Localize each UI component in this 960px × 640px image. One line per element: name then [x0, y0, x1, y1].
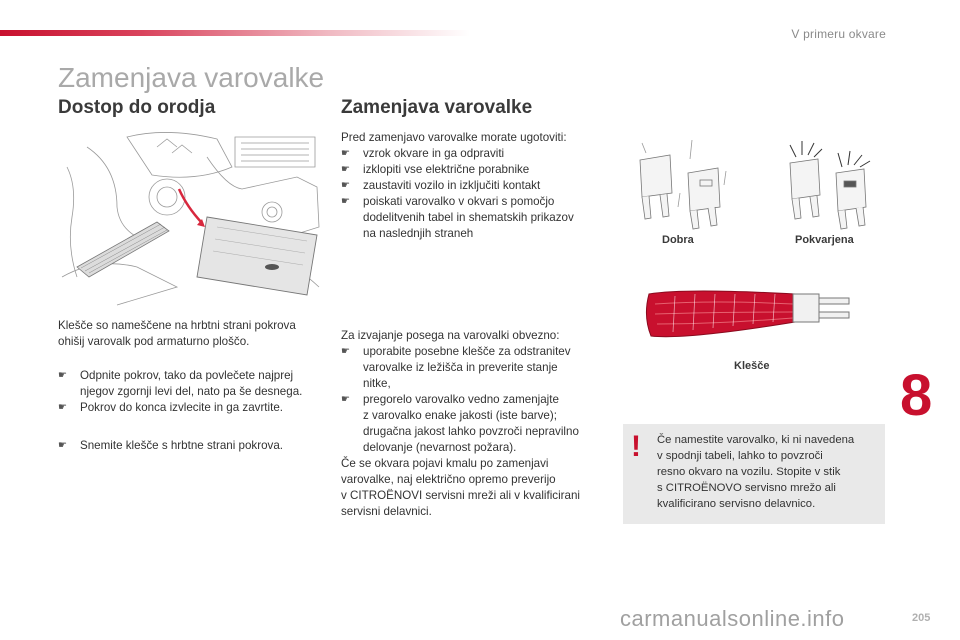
hand-pointer-icon: ☛ [341, 196, 350, 207]
outro-line: Če se okvara pojavi kmalu po zamenjavi [341, 457, 549, 470]
rule-line: nitke, [363, 377, 391, 390]
hand-pointer-icon: ☛ [341, 148, 350, 159]
left-steps-list-2 [58, 438, 328, 454]
warning-line: Če namestite varovalko, ki ni navedena [657, 434, 855, 446]
check-line: izklopiti vse električne porabnike [363, 163, 530, 176]
blown-fuse-illustration [782, 135, 882, 230]
pliers-caption: Klešče [734, 360, 770, 372]
pliers-illustration [645, 280, 855, 348]
exclamation-icon: ! [631, 430, 641, 463]
left-intro [58, 318, 320, 350]
step-line: Odpnite pokrov, tako da povlečete najprej [80, 369, 294, 382]
hand-pointer-icon: ☛ [58, 402, 67, 413]
hand-pointer-icon: ☛ [341, 180, 350, 191]
list-item [341, 162, 611, 178]
right-heading: Zamenjava varovalke [341, 97, 533, 118]
list-item [341, 344, 611, 392]
check-line: zaustaviti vozilo in izključiti kontakt [363, 179, 541, 192]
list-item [341, 146, 611, 162]
section-title: V primeru okvare [791, 27, 886, 41]
check-line: poiskati varovalko v okvari s pomočjo [363, 195, 555, 208]
watermark[interactable]: carmanualsonline.info [620, 606, 845, 631]
blown-fuse-caption: Pokvarjena [795, 234, 854, 246]
rule-line: delovanje (nevarnost požara). [363, 441, 517, 454]
header-accent-bar [0, 30, 470, 36]
chapter-number: 8 [900, 363, 933, 428]
hand-pointer-icon: ☛ [58, 370, 67, 381]
right-intro: Pred zamenjavo varovalke morate ugotoviti: [341, 131, 567, 144]
page-number: 205 [912, 612, 931, 624]
list-item [341, 194, 611, 242]
rule-line: uporabite posebne klešče za odstranitev [363, 345, 571, 358]
right-checks-list [341, 146, 611, 242]
hand-pointer-icon: ☛ [341, 394, 350, 405]
left-intro-line-1: Klešče so nameščene na hrbtni strani pokrova [58, 319, 296, 332]
check-line: vzrok okvare in ga odpraviti [363, 147, 505, 160]
page-title: Zamenjava varovalke [58, 62, 325, 93]
warning-line: kvalificirano servisno delavnico. [657, 498, 816, 510]
step-line: Snemite klešče s hrbtne strani pokrova. [80, 439, 283, 452]
right-outro [341, 456, 621, 520]
list-item [58, 368, 328, 400]
left-intro-line-2: ohišij varovalk pod armaturno ploščo. [58, 335, 250, 348]
step-line: Pokrov do konca izvlecite in ga zavrtite. [80, 401, 283, 414]
check-line: dodelitvenih tabel in shematskih prikazov [363, 211, 574, 224]
hand-pointer-icon: ☛ [341, 346, 350, 357]
warning-text [657, 432, 881, 512]
left-steps-list [58, 368, 328, 416]
rule-line: varovalke iz ležišča in preverite stanje [363, 361, 558, 374]
warning-line: v spodnji tabeli, lahko to povzroči [657, 450, 823, 462]
list-item [58, 400, 328, 416]
list-item [341, 178, 611, 194]
warning-line: s CITROËNOVO servisno mrežo ali [657, 482, 836, 494]
right-rules-list [341, 344, 611, 456]
outro-line: servisni delavnici. [341, 505, 432, 518]
outro-line: v CITROËNOVI servisni mreži ali v kvalificirani [341, 489, 580, 502]
hand-pointer-icon: ☛ [341, 164, 350, 175]
rule-line: pregorelo varovalko vedno zamenjajte [363, 393, 559, 406]
check-line: na naslednjih straneh [363, 227, 474, 240]
list-item [341, 392, 611, 456]
hand-pointer-icon: ☛ [58, 440, 67, 451]
step-line: njegov zgornji levi del, nato pa še desnega. [80, 385, 303, 398]
dashboard-fusebox-illustration [57, 127, 323, 307]
good-fuse-caption: Dobra [662, 234, 694, 246]
left-heading: Dostop do orodja [58, 97, 216, 118]
outro-line: varovalke, naj električno opremo preverijo [341, 473, 556, 486]
warning-line: resno okvaro na vozilu. Stopite v stik [657, 466, 841, 478]
right-intro-2: Za izvajanje posega na varovalki obvezno: [341, 329, 560, 342]
rule-line: drugačna jakost lahko povzroči nepravilno [363, 425, 579, 438]
list-item [58, 438, 328, 454]
rule-line: z varovalko enake jakosti (iste barve); [363, 409, 557, 422]
good-fuse-illustration [630, 135, 740, 230]
